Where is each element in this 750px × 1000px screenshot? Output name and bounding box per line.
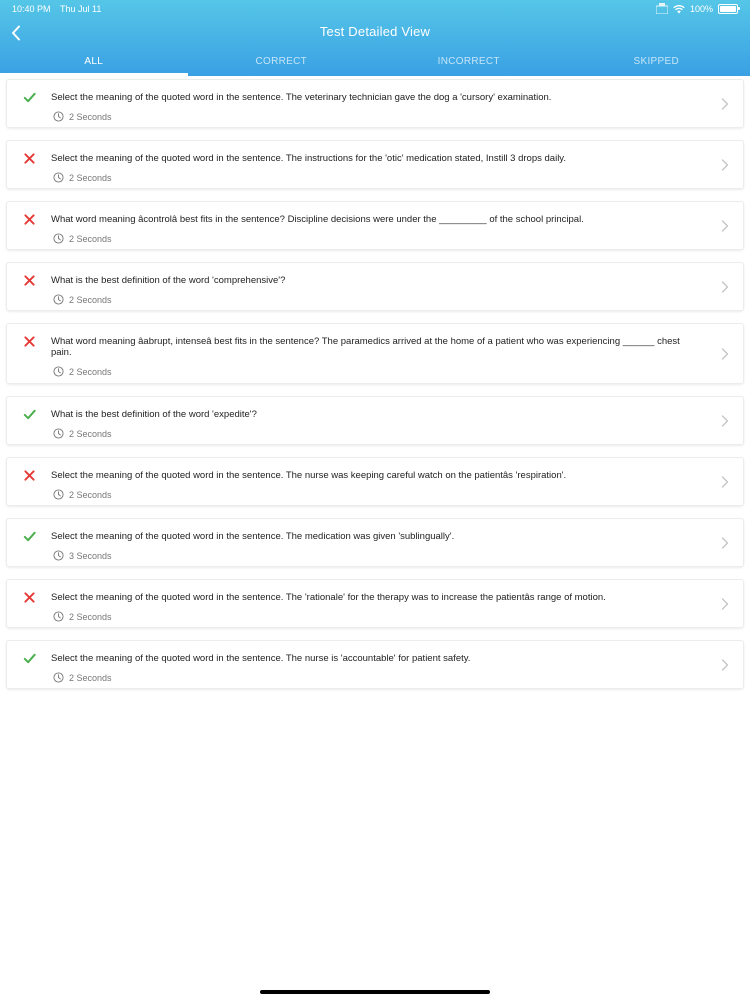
chevron-right-icon [721, 537, 729, 549]
question-row[interactable] [7, 519, 743, 566]
clock-icon [53, 550, 64, 561]
cross-icon [23, 274, 36, 287]
check-icon [23, 91, 36, 104]
check-icon [23, 652, 36, 665]
home-indicator[interactable] [260, 990, 490, 994]
time-label: 2 Seconds [69, 172, 112, 183]
status-right [656, 3, 738, 14]
status-time: 10:40 PM [12, 4, 51, 14]
check-icon [23, 530, 36, 543]
chevron-right-icon [721, 659, 729, 671]
tab-correct[interactable]: CORRECT [255, 56, 308, 67]
tab-bar [0, 52, 750, 76]
tab-incorrect[interactable]: INCORRECT [437, 56, 500, 67]
time-label: 2 Seconds [69, 366, 112, 377]
battery-icon [718, 4, 738, 14]
cross-icon [23, 469, 36, 482]
chevron-right-icon [721, 415, 729, 427]
header [0, 0, 750, 76]
question-row[interactable] [7, 397, 743, 444]
time-row [53, 550, 112, 561]
time-label: 2 Seconds [69, 233, 112, 244]
question-text: What is the best definition of the word 'comprehensive'? [51, 275, 286, 286]
question-text: Select the meaning of the quoted word in the sentence. The instructions for the 'otic' medication stated, Instill 3 drops daily. [51, 153, 566, 164]
time-label: 2 Seconds [69, 672, 112, 683]
chevron-right-icon [721, 281, 729, 293]
page-title: Test Detailed View [319, 24, 431, 39]
chevron-right-icon [721, 476, 729, 488]
tab-all[interactable]: ALL [0, 52, 188, 76]
status-date: Thu Jul 11 [60, 4, 102, 14]
tab-skipped[interactable]: SKIPPED [633, 56, 679, 67]
time-label: 2 Seconds [69, 294, 112, 305]
chevron-right-icon [721, 348, 729, 360]
time-label: 2 Seconds [69, 611, 112, 622]
time-row [53, 428, 112, 439]
wifi-icon [673, 4, 685, 14]
chevron-right-icon [721, 598, 729, 610]
chevron-right-icon [721, 98, 729, 110]
time-label: 2 Seconds [69, 489, 112, 500]
clock-icon [53, 611, 64, 622]
chevron-right-icon [721, 159, 729, 171]
question-row[interactable] [7, 580, 743, 627]
question-text: What is the best definition of the word 'expedite'? [51, 409, 257, 420]
clock-icon [53, 233, 64, 244]
question-row[interactable] [7, 80, 743, 127]
question-row[interactable] [7, 263, 743, 310]
cross-icon [23, 335, 36, 348]
time-row [53, 489, 112, 500]
status-bar [0, 0, 750, 18]
question-text: Select the meaning of the quoted word in the sentence. The veterinary technician gave the dog a 'cursory' examination. [51, 92, 552, 103]
chevron-right-icon [721, 220, 729, 232]
question-row[interactable] [7, 324, 743, 383]
time-label: 2 Seconds [69, 428, 112, 439]
question-row[interactable] [7, 641, 743, 688]
battery-label: 100% [689, 3, 713, 14]
question-text: Select the meaning of the quoted word in the sentence. The nurse was keeping careful watch on the patientâs 'respiration'. [51, 470, 567, 481]
cross-icon [23, 152, 36, 165]
check-icon [23, 408, 36, 421]
clock-icon [53, 428, 64, 439]
question-row[interactable] [7, 458, 743, 505]
cross-icon [23, 213, 36, 226]
question-row[interactable] [7, 202, 743, 249]
time-label: 3 Seconds [69, 550, 112, 561]
time-row [53, 294, 112, 305]
question-text: Select the meaning of the quoted word in the sentence. The 'rationale' for the therapy was to increase the patientâs range of motion. [51, 592, 606, 603]
time-row [53, 611, 112, 622]
clock-icon [53, 172, 64, 183]
clock-icon [53, 111, 64, 122]
time-row [53, 233, 112, 244]
clock-icon [53, 489, 64, 500]
time-row [53, 111, 112, 122]
question-row[interactable] [7, 141, 743, 188]
question-text: What word meaning âabrupt, intenseâ best fits in the sentence? The paramedics arrived at the home of a patient who was experiencing ______ chest pain. [51, 336, 680, 358]
signal-icon [656, 3, 668, 14]
cross-icon [23, 591, 36, 604]
question-text: What word meaning âcontrolâ best fits in the sentence? Discipline decisions were under the _________ of the school principal. [51, 214, 584, 225]
question-list [0, 80, 750, 702]
time-row [53, 366, 112, 377]
clock-icon [53, 294, 64, 305]
clock-icon [53, 672, 64, 683]
time-row [53, 672, 112, 683]
time-label: 2 Seconds [69, 111, 112, 122]
clock-icon [53, 366, 64, 377]
question-text: Select the meaning of the quoted word in the sentence. The medication was given 'sublingually'. [51, 531, 455, 542]
time-row [53, 172, 112, 183]
question-text: Select the meaning of the quoted word in the sentence. The nurse is 'accountable' for patient safety. [51, 653, 471, 664]
